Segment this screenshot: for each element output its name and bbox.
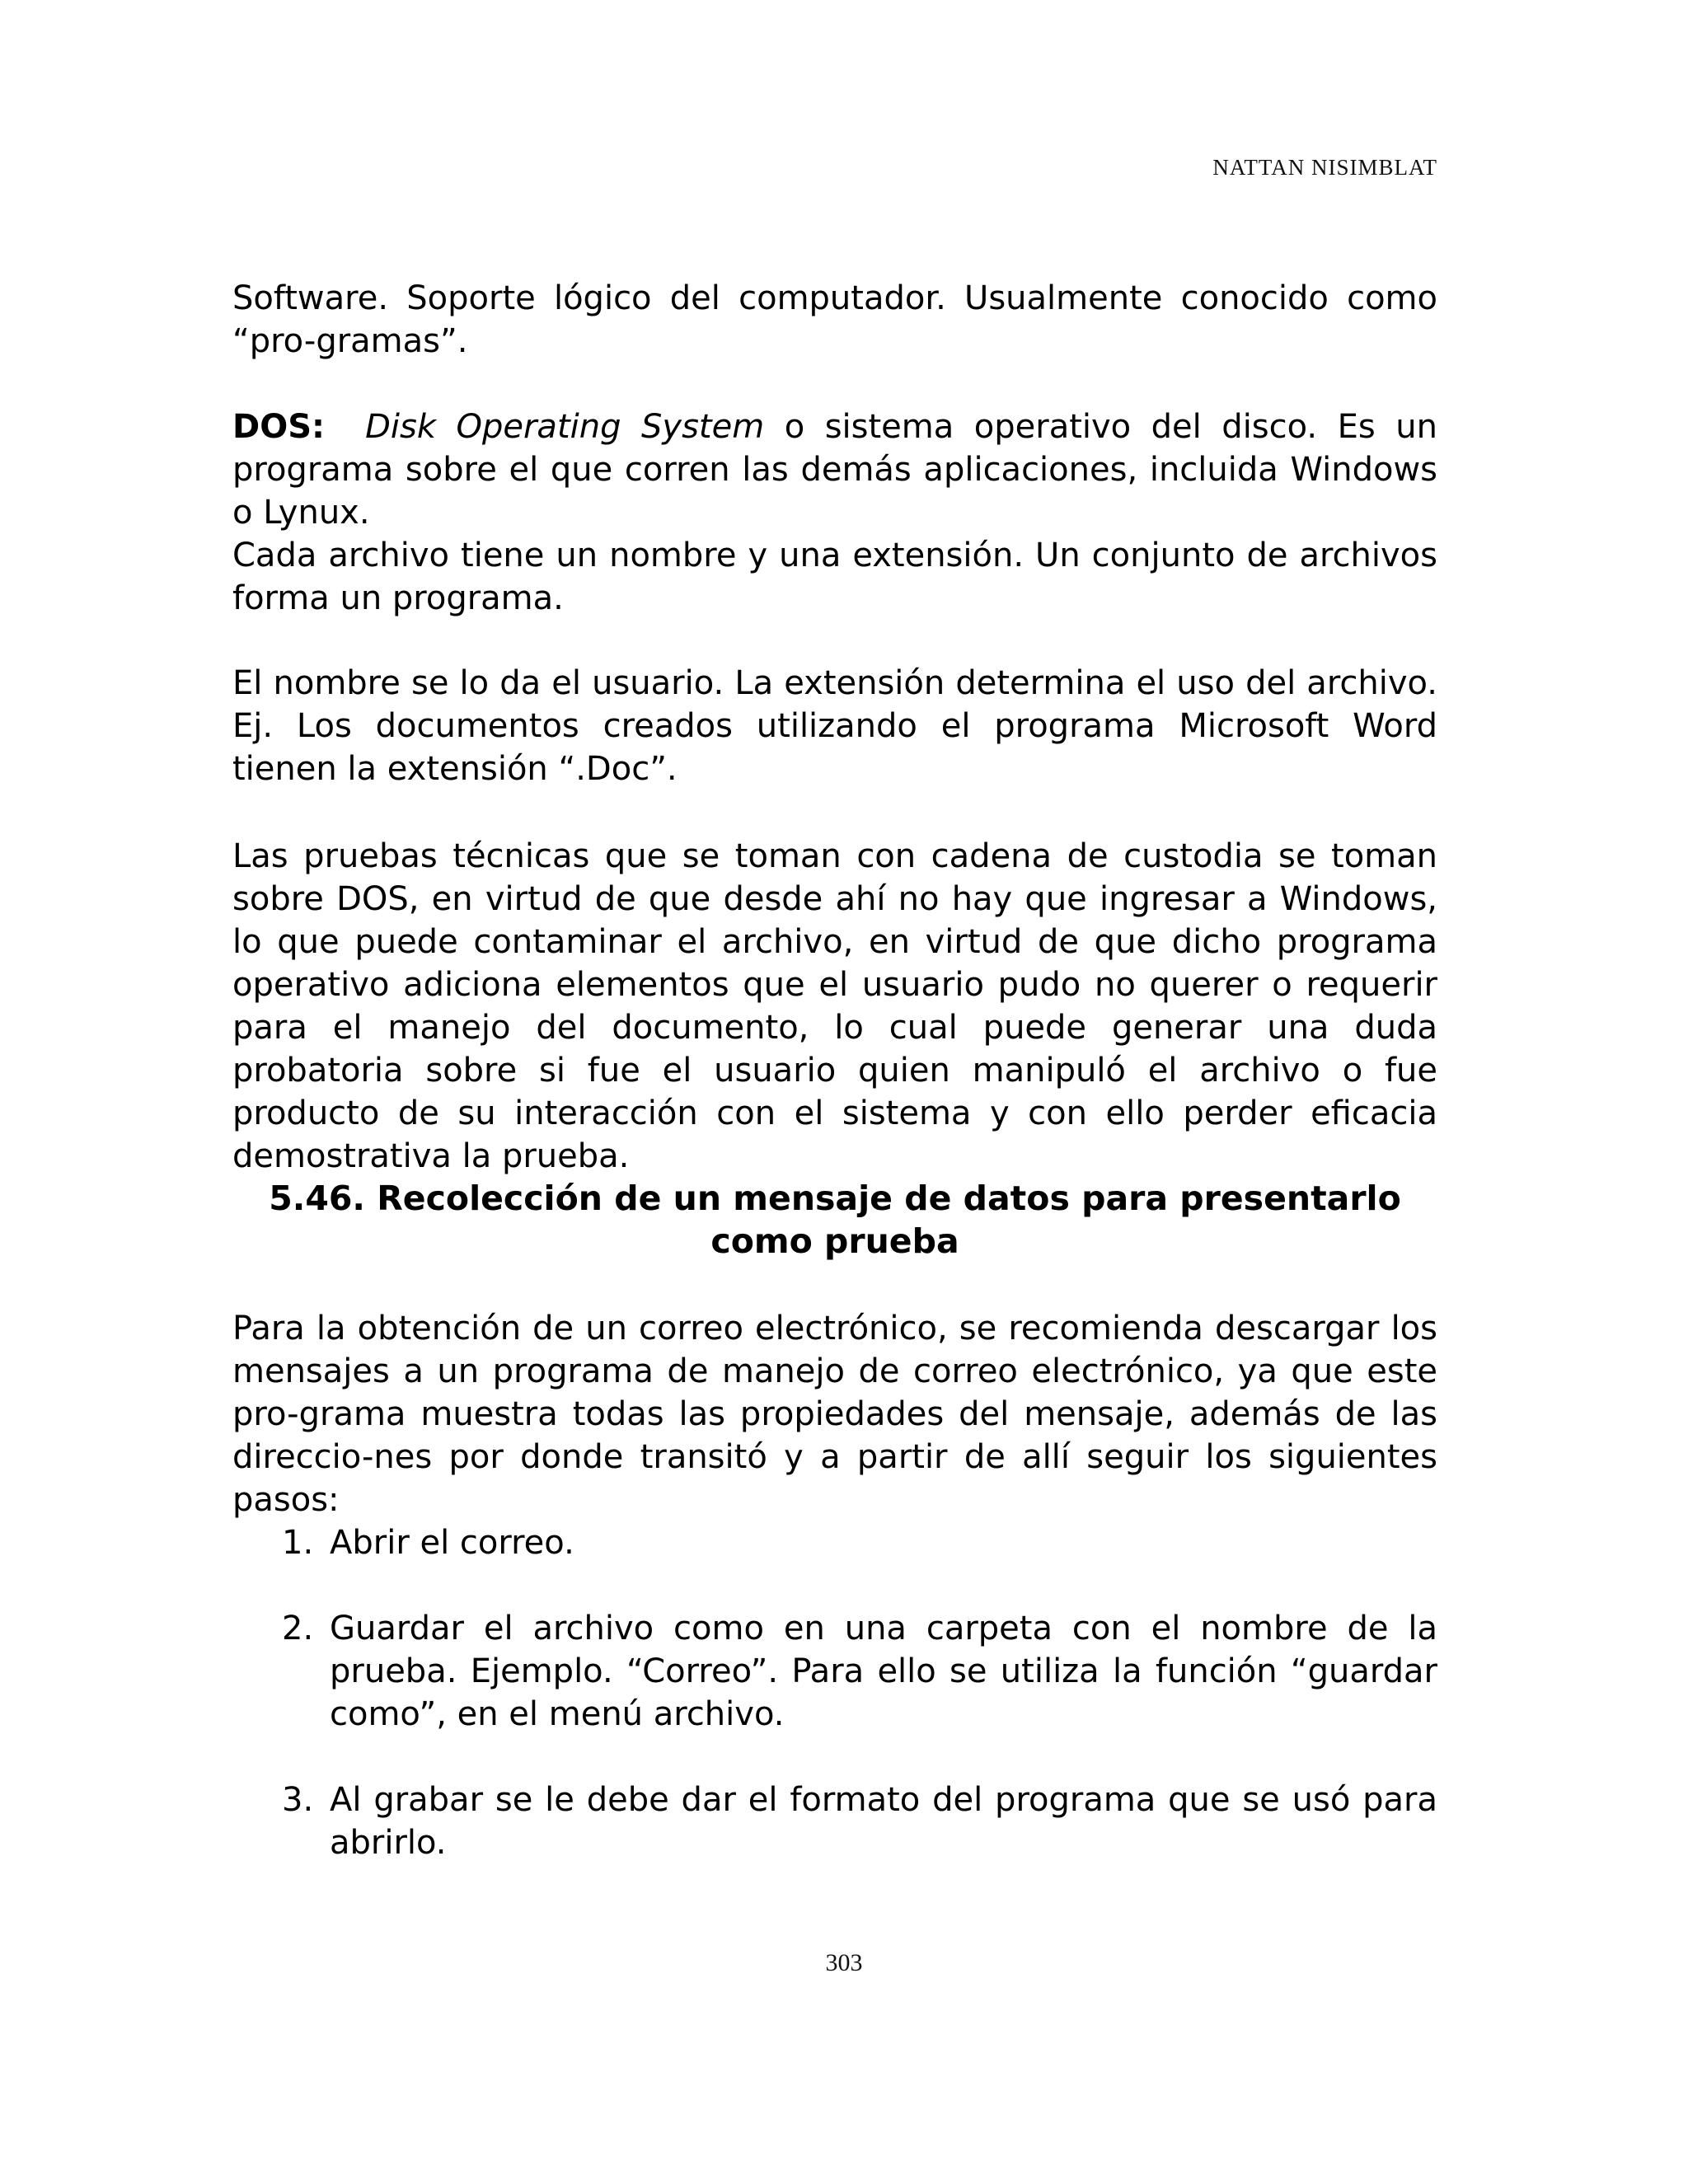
steps-list bbox=[232, 1521, 1437, 1907]
section-heading: 5.46. Recolección de un mensaje de datos para presentarlo como prueba bbox=[269, 1179, 1401, 1261]
list-item-number: 3. bbox=[282, 1781, 314, 1819]
paragraph-nombre: El nombre se lo da el usuario. La extensión determina el uso del archivo. Ej. Los documentos creados utilizando el programa Microsoft Word tienen la extensión “.Doc”. bbox=[232, 664, 1437, 788]
list-item-text: Abrir el correo. bbox=[330, 1524, 574, 1562]
list-item-number: 2. bbox=[282, 1610, 314, 1647]
list-item-text: Al grabar se le debe dar el formato del programa que se usó para abrirlo. bbox=[330, 1781, 1437, 1862]
page-number: 303 bbox=[825, 1949, 863, 1976]
paragraph-pruebas: Las pruebas técnicas que se toman con cadena de custodia se toman sobre DOS, en virtud de que desde ahí no hay que ingresar a Windows, lo que puede contaminar el archivo, en virtud de que dicho programa operativo adiciona elementos que el usuario pudo no querer o requerir para el manejo del documento, lo cual puede generar una duda probatoria sobre si fue el usuario quien manipuló el archivo o fue producto de su interacción con el sistema y con ello perder eficacia demostrativa la prueba. bbox=[232, 837, 1437, 1175]
section-intro: Para la obtención de un correo electrónico, se recomienda descargar los mensajes a un programa de manejo de correo electrónico, ya que este pro-grama muestra todas las propiedades del mensaje, además de las direccio-nes por donde transitó y a partir de allí seguir los siguientes pasos: bbox=[232, 1310, 1437, 1519]
list-item bbox=[232, 1607, 1437, 1736]
dos-definition: o sistema operativo del disco. Es un programa sobre el que corren las demás aplicaciones, incluida Windows o Lynux. bbox=[232, 408, 1437, 532]
dos-term: DOS: bbox=[232, 408, 326, 446]
dos-expansion: Disk Operating System bbox=[365, 408, 765, 446]
list-item-number: 1. bbox=[282, 1524, 314, 1562]
running-header: NATTAN NISIMBLAT bbox=[1212, 155, 1437, 180]
paragraph-archivo: Cada archivo tiene un nombre y una extensión. Un conjunto de archivos forma un programa. bbox=[232, 537, 1437, 617]
paragraph-dos bbox=[232, 405, 1437, 534]
list-item-text: Guardar el archivo como en una carpeta con el nombre de la prueba. Ejemplo. “Correo”. Para ello se utiliza la función “guardar como”, en el menú archivo. bbox=[330, 1610, 1437, 1733]
paragraph-software: Software. Soporte lógico del computador. Usualmente conocido como “pro-gramas”. bbox=[232, 279, 1437, 360]
list-item bbox=[232, 1521, 1437, 1564]
list-item bbox=[232, 1779, 1437, 1864]
